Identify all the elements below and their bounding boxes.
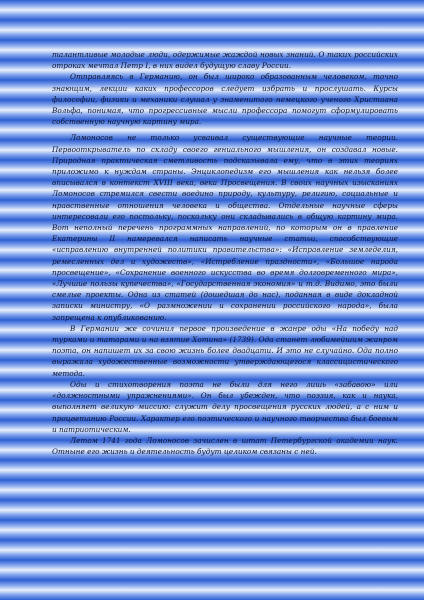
paragraph-1: талантливые молодые люди, одержимые жаждой новых знаний. О таких российских отроках мечтал Петр I, в них видел будущую славу России. [52,50,398,71]
paragraph-4: В Германии же сочинил первое произведение в жанре оды «На победу над турками и татарами и на взятие Хотина» (1739). Ода станет любимейшим жанром поэта, он напишет их за свою жизнь более двадцати. И это не случайно. Ода полно выражала художественные возможности утверждающегося классицистического метода. [52,323,398,378]
paragraph-2: Отправляясь в Германию, он был широко образованным человеком, точно знающим, лекции каких профессоров следует избрать и прослушать. Курсы философии, физики и механики слушал у знаменитого немецкого ученого Христиана Вольфа, понимая, что прогрессивные мысли профессора помогут сформулировать собственную научную картину мира. [52,72,398,127]
paragraph-3: Ломоносов не только усваивал существующие научные теории. Первооткрыватель по складу своего гениального мышления, он создавал новые. Природная практическая сметливость подсказывала ему, что в этих теориях приложимо к нуждам страны. Энциклопедизм его мышления как нельзя более вписывался в контекст XVIII века, века Просвещения. В своих научных изысканиях Ломоносов стремился свести воедино природу, культуру, религию, социальные и нравственные отношения человека и общества. Отдельные научные сферы интересовали его постольку, поскольку они складывались в общую картину мира. Вот неполный перечень программных направлений, по которым он в правление Екатерины II намеревался написать научные статьи, способствующие «исправлению внутренней политики правительства»: «Исправление земледелия, ремесленных дел и художеств», «Истребление праздности», «Большое народа просвещение», «Сохранение военного искусства во время долговременного мира», «Лучшие пользы купечества», «Государственная экономия» и т.д. Видимо, это были смелые проекты. Одна из статей (дошедшая до нас), поданная в виде докладной записки министру, «О размножении и сохранении российского народа», была запрещена к опубликованию. [52,133,398,322]
paragraph-5: Оды и стихотворения поэта не были для него лишь «забавою» или «должностными упражнениями». Он был убежден, что поэзия, как и наука, выполняет великую миссию: служит делу просвещения русских людей, а с ним и процветанию России. Характер его поэтического и научного творчества был боевым и патриотическим. [52,379,398,434]
document-text [52,49,398,457]
paragraph-6: Летом 1741 года Ломоносов зачислен в штат Петербургской академии наук. Отныне его жизнь и деятельность будут целиком связаны с ней. [52,435,398,457]
